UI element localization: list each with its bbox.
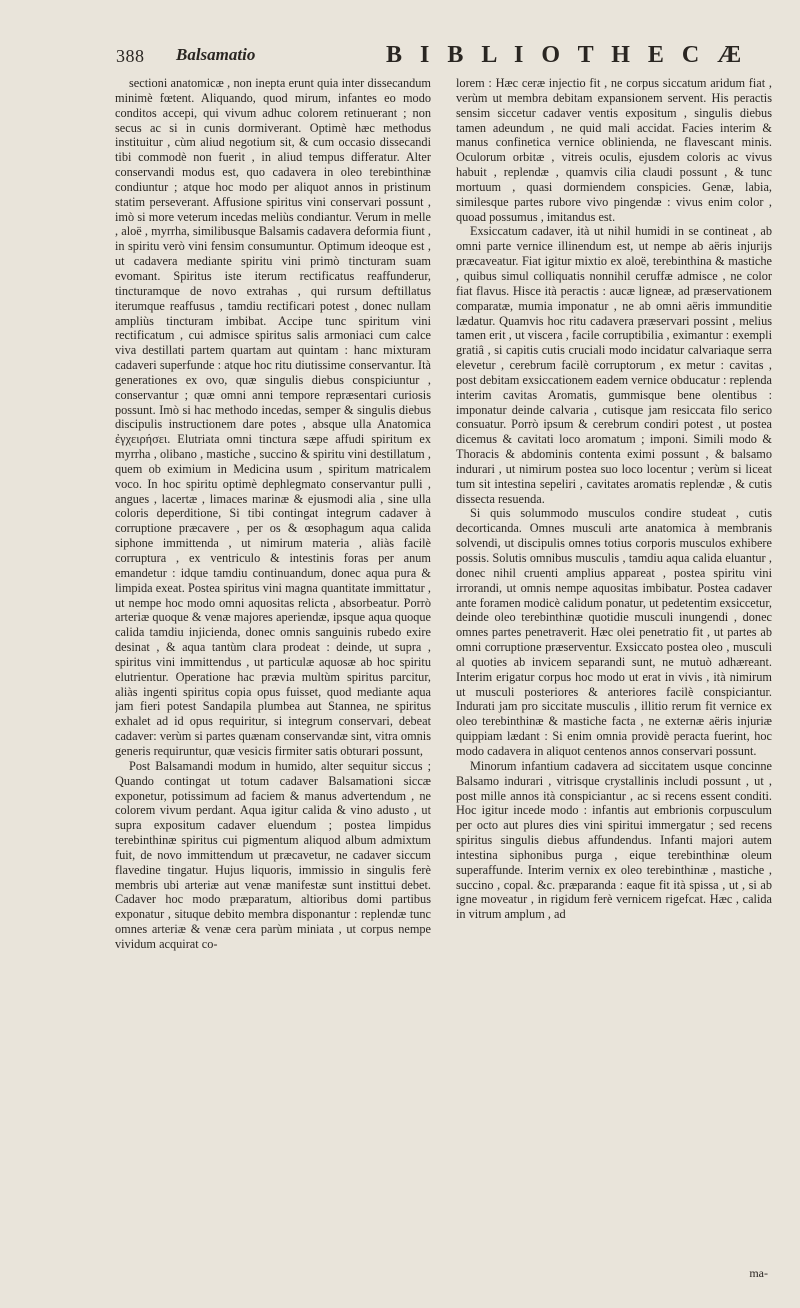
left-paragraph-1: sectioni anatomicæ , non inepta erunt quia inter dissecandum minimè fœtent. Aliquando, quod mirum, infantes eo modo conditos accepi, qui vivum adhuc colorem retinuerant ; non secus ac si in cunis dormiverant. Optimè hæc methodus instituitur , cùm aliud negotium sit, & cum occasio dissecandi tibi commodè non fuerit , in aliud tempus differatur. Alter conservandi modus est, quo cadavera in oleo terebinthinæ condiuntur ; atque hoc modo per aliquot annos in pristinum statim perseverant. Affusione spiritus vini conservari possunt , imò si more veterum incedas meliùs condiantur. Verum in melle , aloë , myrrha, similibusque Balsamis cadavera deformia fiunt , in spiritu verò vini fensim consumuntur. Optimum ideoque est , ut cadavera mediante spiritu vini primò tincturam suam evomant. Spiritus iste iterum rectificatus reaffunderur, tincturamque de novo extrahas , qui rursum deftillatus iterumque reaffusus , tamdiu rectificari potest , donec nullam ampliùs tincturam imbibat. Accipe tunc spiritum vini rectificatum , cui admisce spiritus salis armoniaci cum calce viva destillati partem quartam aut quintam : hanc mixturam cadaveri superfunde : atque hoc ritu diutissime conservantur. Ità generationes ex ovo, quæ singulis diebus conspiciuntur , conservantur ; quæ omni anni tempore repræsentari curiosis possunt. Imò si hac methodo incedas, semper & singulis diebus discipulis instructionem dare potes , absque ulla Anatomica ἐγχειρήσει. Elutriata omni tinctura sæpe affudi spiritum ex myrrha , olibano , mastiche , succino & spiritu vini destillatum , quem ob eximium in Medicina usum , spiritum matricalem voco. In hoc spiritu optimè dephlegmato conservantur pulli , angues , lacertæ , limaces marinæ & ejusmodi alia , sine ulla coloris deperditione, Si tibi contingat integrum cadaver à corruptione præcavere , per os & œsophagum aqua calida siphone immittenda , ut nimirum materia , aliàs facilè corruptura , ex ventriculo & intestinis foras per anum emandetur : idque tamdiu continuandum, donec aqua pura & limpida exeat. Postea spiritus vini magna quantitate immittatur , ut nempe hoc modo omni aquositas relicta , absorbeatur. Porrò arteriæ quoque & venæ majores aperiendæ, ipsque aqua quoque calida tamdiu injicienda, donec omnis sanguinis rubedo exire desinat , & aqua tantùm clara prodeat : deinde, ut supra , spiritus vini immittendus , ut particulæ aquosæ ab hoc spiritu elutrientur. Operatione hac prævia multùm spiritus parcitur, aliàs ingenti spiritus copia opus fuisset, quod mediante aqua jam fieri potest Sandapila plumbea aut Stannea, ne spiritus exhalet ad id opus requiritur, si integrum conservari, debeat cadaver: verùm si partes quænam conservandæ sint, vitra omnis generis requiruntur, quæ vesicis firmiter satis obturari possunt, xyxy=(115,76,431,758)
left-paragraph-2: Post Balsamandi modum in humido, alter sequitur siccus ; Quando contingat ut totum cadaver Balsamationi siccæ exponetur, potissimum ad faciem & manus advertendum , ne colorem vivum perdant. Aqua igitur calida & vino adusto , ut supra expositum cadaver eluendum ; postea limpidus terebinthinæ spiritus cui pigmentum aliquod album admixtum fuit, de novo immittendum ut præcavetur, ne cadaver siccum flavedine tingatur. Hujus liquoris, immissio in singulis ferè membris ubi arteriæ aut venæ manifestæ sunt instittui debet. Cadaver hoc modo præparatum, altioribus domi partibus exponatur , situque debito membra disponantur : replendæ tunc omnes arteriæ & venæ cera parùm miniata , ut corpus nempe vividum acquirat co- xyxy=(115,758,431,951)
right-paragraph-2: Exsiccatum cadaver, ità ut nihil humidi in se contineat , ab omni parte vernice illinendum est, ut nempe ab aëris injurijs præcaveatur. Fiat igitur mixtio ex aloë, terebinthina & mastiche , quibus simul colliquatis nonnihil ceruffæ admisce , ne color fiat flavus. Hisce ità peractis : aucæ ligneæ, ad præservationem comparatæ, mumia imponatur , ne ab omni aëris immunditie lædatur. Quamvis hoc ritu cadavera præservari possint , melius tamen erit , ut viscera , facile corruptibilia , eximantur : exempli gratiâ , si capitis cutis cruciali modo incidatur calvariaque serra elevetur , cerebrum facilè corruptorum , ex metur : cavitas , post debitam exsiccationem eadem vernice obducatur : replenda interim cavitas Aromatis, gummisque bene olentibus : imponatur deinde calvaria , cutisque jam resiccata filo serico consuatur. Porrò ipsum & cerebrum condiri potest , ut postea dicemus & cavitati loco aromatum ; imponi. Simili modo & Thoracis & abdominis contenta eximi possunt , & balsamo indurari , ut nimirum postea suo loco locentur ; verùm si liceat tum sit intestina sepeliri , cavitates aromatis replendæ , & cutis dissecta resuenda. xyxy=(456,224,772,506)
section-title: B I B L I O T H E C Æ xyxy=(386,42,748,68)
right-paragraph-4: Minorum infantium cadavera ad siccitatem usque concinne Balsamo indurari , vitrisque crystallinis includi possunt , ut , post mille annos ità conspiciantur , ac si recens essent conditi. Hoc igitur incede modo : infantis aut embrionis corpusculum per octo aut plures dies vini spiritui immergatur ; sed recens spiritus singulis diebus affundendus. Infanti majori autem intestina siphonibus purga , eique terebinthinæ oleum superaffunde. Interim vernix ex oleo terebinthinæ , mastiche , succino , copal. &c. præparanda : eaque fit ità spissa , ut , si ab igne moveatur , in rigidum ferè vernicem rigefcat. Hæc , calida in vitrum amplum , ad xyxy=(456,758,772,922)
running-title: Balsamatio xyxy=(176,45,256,64)
left-column xyxy=(115,76,431,1281)
page-number: 388 xyxy=(116,46,145,66)
right-column xyxy=(456,76,772,1281)
right-paragraph-3: Si quis solummodo musculos condire studeat , cutis decorticanda. Omnes musculi arte anatomica à membranis solvendi, ut discipulis omnes totius corporis musculos exhibere possis. Solutis omnibus musculis , tamdiu aqua calida eluantur , donec nihil cruenti amplius appareat , postea spiritu vini irrorandi, ut omnis nempe aquositas imbibatur. Postea cadaver ante foramen modicè calidum ponatur, ut pedetentim exsiccetur, deinde oleo terebinthinæ quotidie musculi inungendi , donec omnes partes penetraverit. Hæc olei penetratio fit , ut partes ab omni corruptione præserventur. Exsiccato postea oleo , musculi al quoties ab invicem separandi sunt, ne mutuò adhæreant. Interim erigatur corpus hoc modo ut erat in vivis , ità nimirum ut musculi posteriores & anteriores facilè conspiciantur. Indurati jam pro siccitate musculis , illitio rerum fit vernice ex oleo terebinthinæ & mastiche facta , ne externæ aëris injuriæ quippiam lædant : Si enim omnia providè peracta fuerint, hoc modo cadavera in aliquot centenos annos conservari possunt. xyxy=(456,506,772,758)
catchword: ma- xyxy=(749,1266,768,1280)
page-header xyxy=(116,42,760,72)
right-paragraph-1: lorem : Hæc ceræ injectio fit , ne corpus siccatum aridum fiat , verùm ut membra debitam expansionem servent. His peractis sensim siccetur cadaver ventis expositum , singulis diebus tamen adeundum , ne quid mali accidat. Facies interim & manus confinetica vernice oblinienda, ne flavescant minis. Oculorum orbitæ , vitreis oculis, ejusdem coloris ac vivus habuit , replendæ , quamvis cilia claudi possunt , & tunc mortuum , quasi dormiendem conspicies. Genæ, labia, similesque partes rubore vivo pingendæ : vivus enim color , quoad possumus , imitandus est. xyxy=(456,76,772,224)
